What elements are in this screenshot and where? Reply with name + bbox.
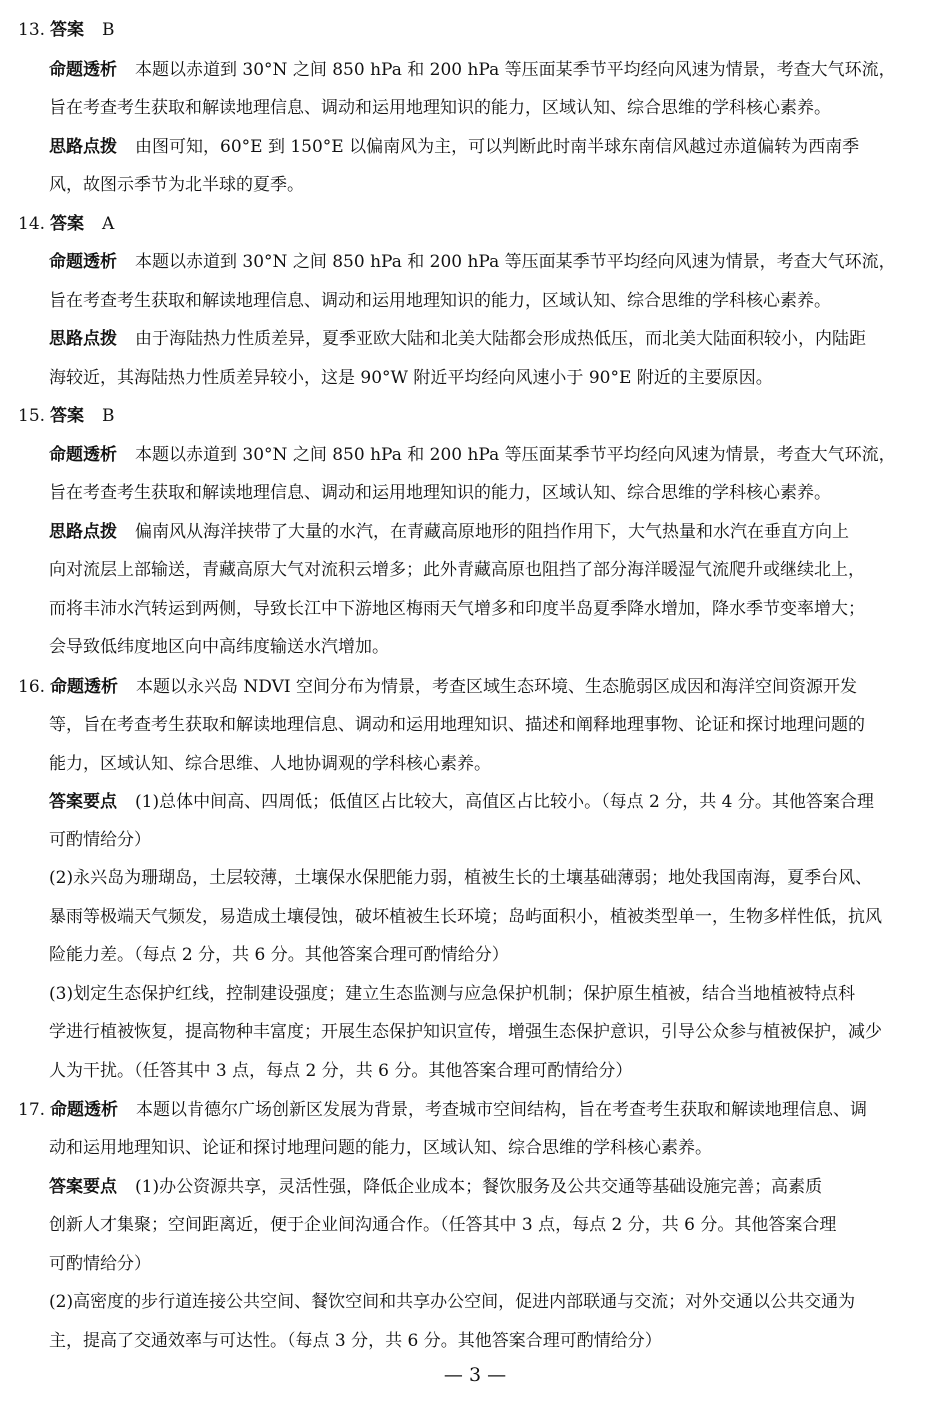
q13-answer: B bbox=[102, 20, 115, 40]
q14-hint-line bbox=[0, 327, 950, 351]
q16-point2-text-2: 暴雨等极端天气频发，易造成土壤侵蚀，破坏植被生长环境；岛屿面积小，植被类型单一，生物多样性低，抗风 bbox=[49, 907, 882, 927]
q17-point2-text-2: 主，提高了交通效率与可达性。（每点 3 分，共 6 分。其他答案合理可酌情给分） bbox=[49, 1331, 662, 1351]
q15-hint-label: 思路点拨 bbox=[49, 522, 117, 542]
q13-answer-label: 答案 bbox=[50, 20, 84, 40]
q16-intent-label: 命题透析 bbox=[50, 677, 118, 697]
q14-hint-text-2: 海较近，其海陆热力性质差异较小，这是 90°W 附近平均经向风速小于 90°E 附近的主要原因。 bbox=[49, 368, 773, 388]
q15-hint-text-2: 向对流层上部输送，青藏高原大气对流积云增多；此外青藏高原也阻挡了部分海洋暖湿气流爬升或继续北上， bbox=[49, 560, 865, 580]
q17-point1-text-2: 创新人才集聚；空间距离近，便于企业间沟通合作。（任答其中 3 点，每点 2 分，共 6 分。其他答案合理 bbox=[49, 1215, 837, 1235]
q16-point3-text-3: 人为干扰。（任答其中 3 点，每点 2 分，共 6 分。其他答案合理可酌情给分） bbox=[49, 1061, 633, 1081]
q13-intent-text-1: 本题以赤道到 30°N 之间 850 hPa 和 200 hPa 等压面某季节平均经向风速为情景，考查大气环流， bbox=[135, 60, 896, 80]
q14-answer: A bbox=[102, 214, 115, 234]
q14-answer-label: 答案 bbox=[50, 214, 84, 234]
q14-hint-text-1: 由于海陆热力性质差异，夏季亚欧大陆和北美大陆都会形成热低压，而北美大陆面积较小，内陆距 bbox=[135, 329, 866, 349]
q16-point2-text-1: (2)永兴岛为珊瑚岛，土层较薄，土壤保水保肥能力弱，植被生长的土壤基础薄弱；地处我国南海，夏季台风、 bbox=[49, 868, 873, 888]
q13-hint-label: 思路点拨 bbox=[49, 137, 117, 157]
q17-intent-text-1: 本题以肯德尔广场创新区发展为背景，考查城市空间结构，旨在考查考生获取和解读地理信息、调 bbox=[136, 1100, 867, 1120]
q16-intent-text-3: 能力，区域认知、综合思维、人地协调观的学科核心素养。 bbox=[49, 754, 491, 774]
q16-intent-text-1: 本题以永兴岛 NDVI 空间分布为情景，考查区域生态环境、生态脆弱区成因和海洋空间资源开发 bbox=[136, 677, 858, 697]
page-number: — 3 — bbox=[443, 1364, 507, 1386]
q14-intent-text-2: 旨在考查考生获取和解读地理信息、调动和运用地理知识的能力，区域认知、综合思维的学科核心素养。 bbox=[49, 291, 831, 311]
q16-point3-text-2: 学进行植被恢复，提高物种丰富度；开展生态保护知识宣传，增强生态保护意识，引导公众参与植被保护，减少 bbox=[49, 1022, 882, 1042]
q13-hint-text-2: 风，故图示季节为北半球的夏季。 bbox=[49, 175, 304, 195]
q17-intent-label: 命题透析 bbox=[50, 1100, 118, 1120]
q16-point3-text-1: (3)划定生态保护红线，控制建设强度；建立生态监测与应急保护机制；保护原生植被，结合当地植被特点科 bbox=[49, 984, 856, 1004]
q15-intent-label: 命题透析 bbox=[49, 445, 117, 465]
q14-answer-line bbox=[0, 212, 950, 236]
q16-number: 16. bbox=[18, 677, 46, 697]
q15-hint-text-4: 会导致低纬度地区向中高纬度输送水汽增加。 bbox=[49, 637, 389, 657]
q16-intent-line bbox=[0, 675, 950, 699]
q15-answer-label: 答案 bbox=[50, 406, 84, 426]
q15-hint-text-3: 而将丰沛水汽转运到两侧，导致长江中下游地区梅雨天气增多和印度半岛夏季降水增加，降水季节变率增大； bbox=[49, 599, 865, 619]
q17-number: 17. bbox=[18, 1100, 46, 1120]
q14-number: 14. bbox=[18, 214, 46, 234]
q15-hint-text-1: 偏南风从海洋挟带了大量的水汽，在青藏高原地形的阻挡作用下，大气热量和水汽在垂直方向上 bbox=[135, 522, 849, 542]
q17-point1-text-3: 可酌情给分） bbox=[49, 1254, 151, 1274]
q13-hint-line bbox=[0, 135, 950, 159]
q16-point2-text-3: 险能力差。（每点 2 分，共 6 分。其他答案合理可酌情给分） bbox=[49, 945, 509, 965]
q17-point2-text-1: (2)高密度的步行道连接公共空间、餐饮空间和共享办公空间，促进内部联通与交流；对外交通以公共交通为 bbox=[49, 1292, 856, 1312]
q15-intent-line bbox=[0, 443, 950, 467]
q13-number: 13. bbox=[18, 20, 46, 40]
q13-intent-text-2: 旨在考查考生获取和解读地理信息、调动和运用地理知识的能力，区域认知、综合思维的学科核心素养。 bbox=[49, 98, 831, 118]
q13-intent-label: 命题透析 bbox=[49, 60, 117, 80]
q14-hint-label: 思路点拨 bbox=[49, 329, 117, 349]
q13-intent-line bbox=[0, 58, 950, 82]
q15-intent-text-2: 旨在考查考生获取和解读地理信息、调动和运用地理知识的能力，区域认知、综合思维的学科核心素养。 bbox=[49, 483, 831, 503]
q14-intent-label: 命题透析 bbox=[49, 252, 117, 272]
q13-answer-line bbox=[0, 18, 950, 42]
q17-point1-text-1: (1)办公资源共享，灵活性强，降低企业成本；餐饮服务及公共交通等基础设施完善；高素质 bbox=[135, 1177, 823, 1197]
q16-points-label: 答案要点 bbox=[49, 792, 117, 812]
q16-intent-text-2: 等，旨在考查考生获取和解读地理信息、调动和运用地理知识、描述和阐释地理事物、论证和探讨地理问题的 bbox=[49, 715, 865, 735]
q15-intent-text-1: 本题以赤道到 30°N 之间 850 hPa 和 200 hPa 等压面某季节平均经向风速为情景，考查大气环流， bbox=[135, 445, 896, 465]
q16-point1-text-2: 可酌情给分） bbox=[49, 830, 151, 850]
q17-points-line bbox=[0, 1175, 950, 1199]
q16-points-line bbox=[0, 790, 950, 814]
q15-answer: B bbox=[102, 406, 115, 426]
q16-point1-text-1: (1)总体中间高、四周低；低值区占比较大，高值区占比较小。（每点 2 分，共 4 分。其他答案合理 bbox=[135, 792, 874, 812]
q17-points-label: 答案要点 bbox=[49, 1177, 117, 1197]
q15-hint-line bbox=[0, 520, 950, 544]
q17-intent-line bbox=[0, 1098, 950, 1122]
q13-hint-text-1: 由图可知，60°E 到 150°E 以偏南风为主，可以判断此时南半球东南信风越过赤道偏转为西南季 bbox=[135, 137, 860, 157]
q15-number: 15. bbox=[18, 406, 46, 426]
q14-intent-line bbox=[0, 250, 950, 274]
q14-intent-text-1: 本题以赤道到 30°N 之间 850 hPa 和 200 hPa 等压面某季节平均经向风速为情景，考查大气环流， bbox=[135, 252, 896, 272]
q15-answer-line bbox=[0, 404, 950, 428]
q17-intent-text-2: 动和运用地理知识、论证和探讨地理问题的能力，区域认知、综合思维的学科核心素养。 bbox=[49, 1138, 712, 1158]
